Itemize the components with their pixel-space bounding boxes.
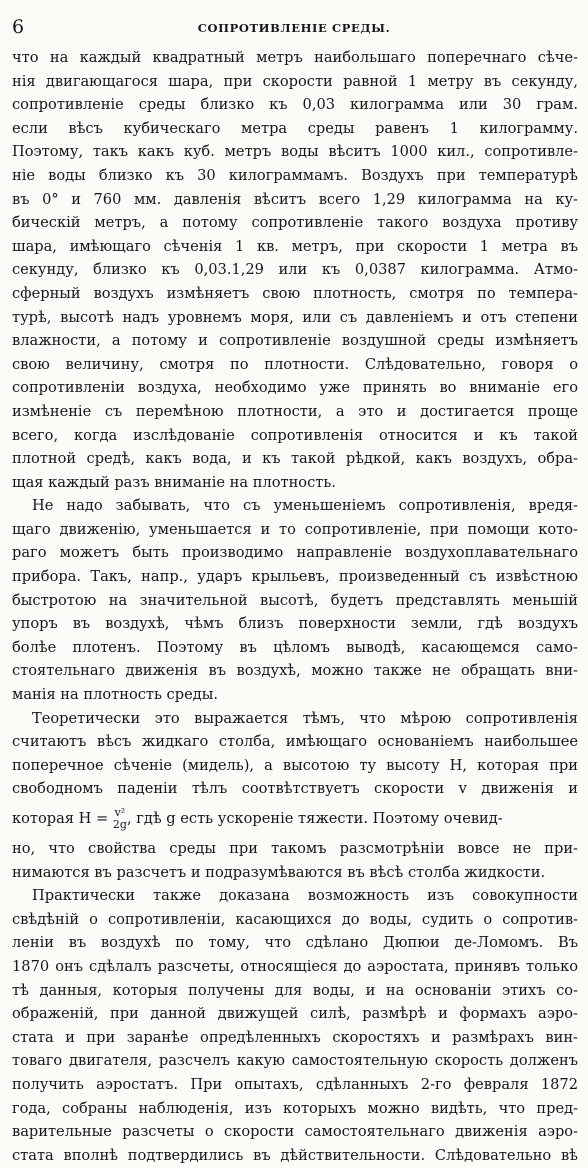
paragraph <box>12 46 578 494</box>
text-line: тѣ данныя, которыя получены для воды, и на основаніи этихъ со- <box>12 981 578 999</box>
text-line: стоятельнаго движенія въ воздухѣ, можно также не обращать вни- <box>12 662 578 680</box>
text-line: измѣненіе съ перемѣною плотности, а это и достигается проще <box>12 402 578 420</box>
text-line: сферный воздухъ измѣняетъ свою плотность, смотря по темпера- <box>12 284 578 302</box>
text-line: получить аэростатъ. При опытахъ, сдѣланныхъ 2-го февраля 1872 <box>12 1075 578 1093</box>
running-title: СОПРОТИВЛЕНІЕ СРЕДЫ. <box>197 21 391 35</box>
text-line: свободномъ паденіи тѣлъ соотвѣтствуетъ скорости v движенія и <box>12 780 578 798</box>
page-number: 6 <box>12 16 25 38</box>
text-line: щая каждый разъ вниманіе на плотность. <box>12 473 336 491</box>
text-line: года, собраны наблюденія, изъ которыхъ можно видѣть, что пред- <box>12 1099 578 1117</box>
text-line: свѣдѣній о сопротивленіи, касающихся до воды, судить о сопротив- <box>12 910 578 928</box>
text-line: болѣе плотенъ. Поэтому въ цѣломъ выводѣ, касающемся само- <box>12 638 578 656</box>
text-line: Не надо забывать, что съ уменьшеніемъ сопротивленія, вредя- <box>32 497 578 515</box>
paragraph <box>12 884 578 1167</box>
text-line: бическій метръ, а потому сопротивленіе такого воздуха противу <box>12 214 578 232</box>
text-line: щаго движенію, уменьшается и то сопротивленіе, при помощи кото- <box>12 520 578 538</box>
text-line: что на каждый квадратный метръ наибольшаго поперечнаго сѣче- <box>12 49 578 66</box>
formula-suffix: , гдѣ g есть ускореніе тяжести. Поэтому очевид- <box>126 810 503 827</box>
text-line: сопротивленіи воздуха, необходимо уже принять во вниманіе его <box>12 379 578 397</box>
text-line: упоръ въ воздухѣ, чѣмъ близъ поверхности земли, гдѣ воздухъ <box>12 615 578 633</box>
text-line: манія на плотность среды. <box>12 686 218 704</box>
text-line: стата вполнѣ подтвердились въ дѣйствительности. Слѣдовательно вѣ <box>12 1146 578 1164</box>
formula-fraction <box>113 807 127 831</box>
text-line: считаютъ вѣсъ жидкаго столба, имѣющаго основаніемъ наибольшее <box>12 733 578 751</box>
text-line: прибора. Такъ, напр., ударъ крыльевъ, произведенный съ извѣстною <box>12 568 578 586</box>
text-line: леніи въ воздухѣ по тому, что сдѣлано Дюпюи де-Ломомъ. Въ <box>12 934 578 952</box>
formula-prefix: которая H = <box>12 810 109 827</box>
text-line: всего, когда изслѣдованіе сопротивленія относится и къ такой <box>12 426 578 444</box>
text-line: нимаются въ разсчетъ и подразумѣваются въ вѣсѣ столба жидкости. <box>12 863 546 881</box>
paragraph <box>12 494 578 706</box>
text-line: нія двигающагося шара, при скорости равной 1 метру въ секунду, <box>12 72 578 90</box>
text-line: влажности, а потому и сопротивленіе воздушной среды измѣняетъ <box>12 332 578 350</box>
text-line: въ 0° и 760 мм. давленія вѣситъ всего 1,29 килограмма на ку- <box>12 190 578 208</box>
text-line: товаго двигателя, разсчелъ какую самостоятельную скорость долженъ <box>12 1052 578 1070</box>
formula-line <box>12 801 578 837</box>
body-text <box>12 46 578 1167</box>
text-line: секунду, близко къ 0,03.1,29 или къ 0,0387 килограмма. Атмо- <box>12 261 578 279</box>
text-line: ображеній, при данной движущей силѣ, размѣрѣ и формахъ аэро- <box>12 1005 578 1023</box>
text-line: турѣ, высотѣ надъ уровнемъ моря, или съ давленіемъ и отъ степени <box>12 308 578 326</box>
text-line: плотной средѣ, какъ вода, и къ такой рѣдкой, какъ воздухъ, обра- <box>12 450 578 468</box>
paragraph <box>12 707 578 885</box>
fraction-numerator: v² <box>114 806 126 819</box>
text-line: если вѣсъ кубическаго метра среды равенъ 1 килограмму. <box>12 119 578 137</box>
text-line: раго можетъ быть производимо направленіе воздухоплавательнаго <box>12 544 578 562</box>
text-line: варительные разсчеты о скорости самостоятельнаго движенія аэро- <box>12 1123 578 1141</box>
text-line: стата и при заранѣе опредѣленныхъ скоростяхъ и размѣрахъ вин- <box>12 1028 578 1046</box>
text-line: шара, имѣющаго сѣченія 1 кв. метръ, при скорости 1 метра въ <box>12 237 578 255</box>
text-line: сопротивленіе среды близко къ 0,03 килограмма или 30 грам. <box>12 96 578 114</box>
text-line: свою величину, смотря по плотности. Слѣдовательно, говоря о <box>12 355 578 373</box>
text-line: быстротою на значительной высотѣ, будетъ представлять меньшій <box>12 591 578 609</box>
text-line: Практически также доказана возможность изъ совокупности <box>32 887 578 905</box>
page-header <box>0 14 588 40</box>
text-line: поперечное сѣченіе (мидель), а высотою ту высоту H, которая при <box>12 756 578 774</box>
text-line: Теоретически это выражается тѣмъ, что мѣрою сопротивленія <box>32 709 578 727</box>
text-line: но, что свойства среды при такомъ разсмотрѣніи вовсе не при- <box>12 840 578 857</box>
text-line: 1870 онъ сдѣлалъ разсчеты, относящіеся до аэростата, принявъ только <box>12 957 578 975</box>
fraction-denominator: 2g <box>112 818 127 831</box>
text-line: ніе воды близко къ 30 килограммамъ. Воздухъ при температурѣ <box>12 166 578 184</box>
text-line: Поэтому, такъ какъ куб. метръ воды вѣситъ 1000 кил., сопротивле- <box>12 143 578 161</box>
